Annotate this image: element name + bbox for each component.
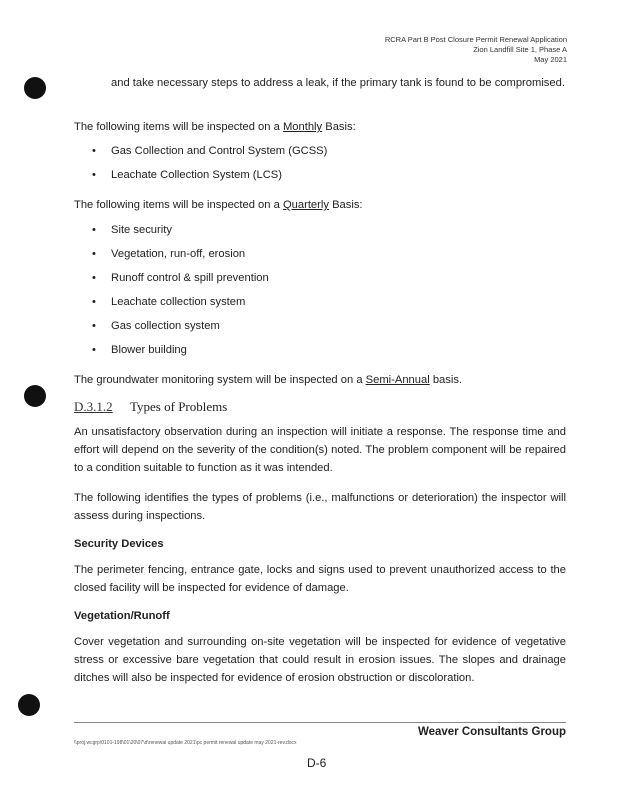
section-title: Types of Problems <box>130 399 228 414</box>
monthly-intro: The following items will be inspected on a Monthly Basis: <box>74 121 356 133</box>
bullet: • <box>92 224 96 236</box>
footer-file-path: \\proj.wcgrp\0101-198\01\20\07\d\renewal update 2021\pc permit renewal update may 2021-rev.docx <box>74 740 297 746</box>
punch-hole-middle <box>24 385 46 407</box>
punch-hole-top <box>24 77 46 99</box>
bullet: • <box>92 272 96 284</box>
bullet: • <box>92 296 96 308</box>
punch-hole-bottom <box>18 694 40 716</box>
quarterly-term: Quarterly <box>282 199 329 211</box>
header-site: Zion Landfill Site 1, Phase A <box>473 45 567 54</box>
footer-rule <box>74 722 566 723</box>
response-paragraph: An unsatisfactory observation during an inspection will initiate a response. The response time and effort will depend on the severity of the condition(s) noted. The problem component will be repaired to a condition suitable to function as it was intended. <box>74 426 566 474</box>
quarterly-intro: The following items will be inspected on a Quarterly Basis: <box>74 199 363 211</box>
monthly-term: Monthly <box>282 121 323 133</box>
vegetation-runoff-paragraph: Cover vegetation and surrounding on-site vegetation will be inspected for evidence of vegetative stress or excessive bare vegetation that could result in erosion issues. The slopes and drainage ditches will also be inspected for evidence of erosion obstruction or discoloration. <box>74 636 566 684</box>
footer-company: Weaver Consultants Group <box>417 726 566 738</box>
page-number: D-6 <box>307 756 327 770</box>
bullet: • <box>92 248 96 260</box>
semi-annual-term: Semi-Annual <box>365 374 430 386</box>
problem-types-paragraph: The following identifies the types of problems (i.e., malfunctions or deterioration) the inspector will assess during inspections. <box>74 492 566 522</box>
vegetation-runoff-heading: Vegetation/Runoff <box>74 610 170 622</box>
groundwater-sentence: The groundwater monitoring system will be inspected on a Semi-Annual basis. <box>74 374 463 386</box>
bullet: • <box>92 169 96 181</box>
header-title: RCRA Part B Post Closure Permit Renewal Application <box>384 35 567 44</box>
header-date: May 2021 <box>534 55 567 64</box>
security-devices-heading: Security Devices <box>74 538 164 550</box>
intro-continuation: and take necessary steps to address a leak, if the primary tank is found to be compromised. <box>111 77 565 89</box>
bullet: • <box>92 344 96 356</box>
section-heading <box>74 399 228 415</box>
page-header <box>385 35 567 65</box>
bullet: • <box>92 320 96 332</box>
section-number: D.3.1.2 <box>74 399 113 414</box>
security-devices-paragraph: The perimeter fencing, entrance gate, locks and signs used to prevent unauthorized access to the closed facility will be inspected for evidence of damage. <box>74 564 566 594</box>
bullet: • <box>92 145 96 157</box>
